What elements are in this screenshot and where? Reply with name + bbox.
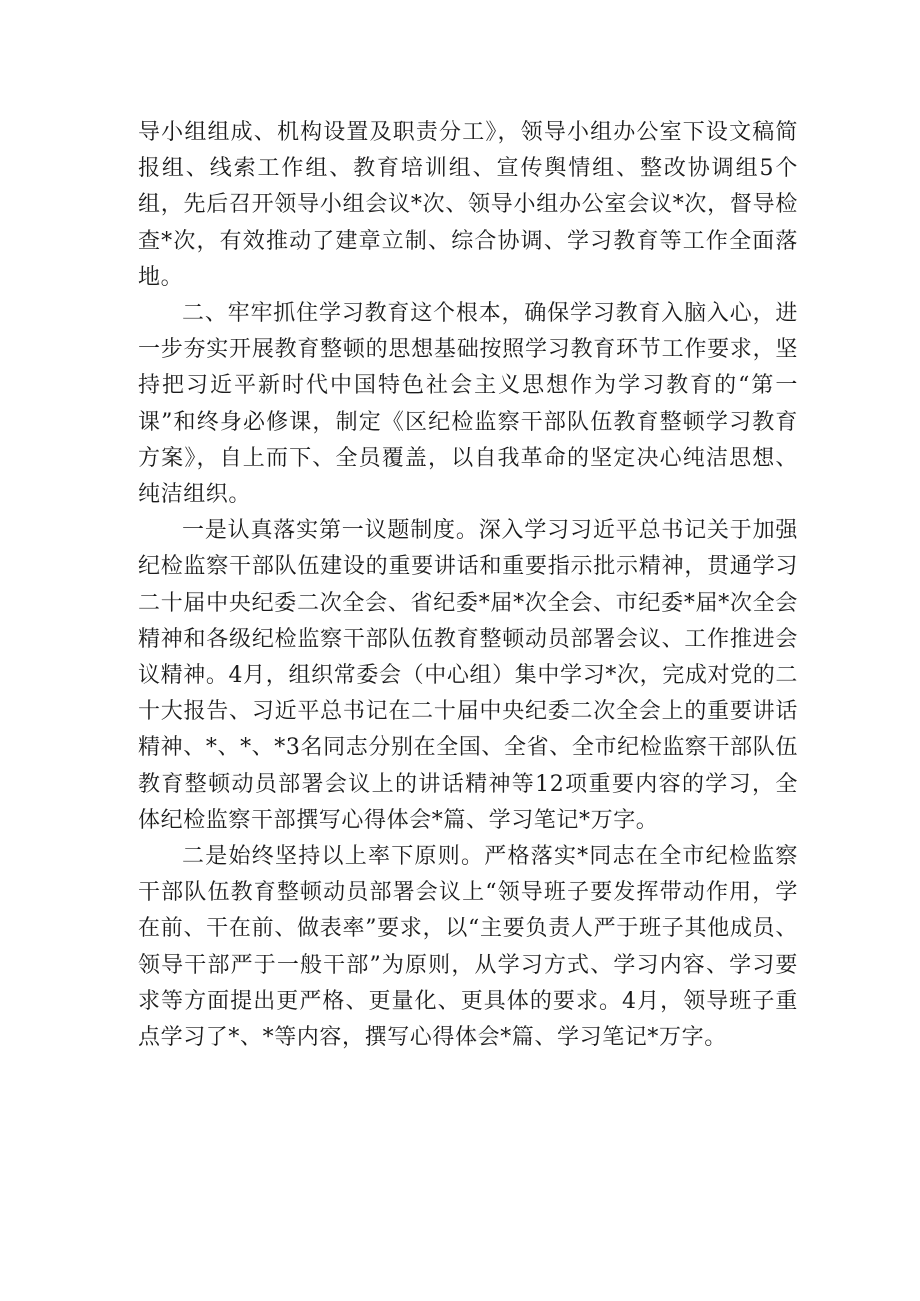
- paragraph-first-item: 一是认真落实第一议题制度。深入学习习近平总书记关于加强纪检监察干部队伍建设的重要讲话和重要指示批示精神，贯通学习二十届中央纪委二次全会、省纪委*届*次全会、市纪委*届*次全会精神和各级纪检监察干部队伍教育整顿动员部署会议、工作推进会议精神。4月，组织常委会（中心组）集中学习*次，完成对党的二十大报告、习近平总书记在二十届中央纪委二次全会上的重要讲话精神、*、*、*3名同志分别在全国、全省、全市纪检监察干部队伍教育整顿动员部署会议上的讲话精神等12项重要内容的学习，全体纪检监察干部撰写心得体会*篇、学习笔记*万字。: [138, 518, 798, 833]
- document-body: [138, 115, 798, 1056]
- paragraph-intro-continuation: 导小组组成、机构设置及职责分工》，领导小组办公室下设文稿简报组、线索工作组、教育培训组、宣传舆情组、整改协调组5个组，先后召开领导小组会议*次、领导小组办公室会议*次，督导检查*次，有效推动了建章立制、综合协调、学习教育等工作全面落地。: [138, 120, 798, 290]
- paragraph-section-two-heading: 二、牢牢抓住学习教育这个根本，确保学习教育入脑入心，进一步夯实开展教育整顿的思想基础按照学习教育环节工作要求，坚持把习近平新时代中国特色社会主义思想作为学习教育的“第一课”和终身必修课，制定《区纪检监察干部队伍教育整顿学习教育方案》，自上而下、全员覆盖，以自我革命的坚定决心纯洁思想、纯洁组织。: [138, 301, 798, 508]
- paragraph-second-item: 二是始终坚持以上率下原则。严格落实*同志在全市纪检监察干部队伍教育整顿动员部署会议上“领导班子要发挥带动作用，学在前、干在前、做表率”要求，以“主要负责人严于班子其他成员、领导干部严于一般干部”为原则，从学习方式、学习内容、学习要求等方面提出更严格、更量化、更具体的要求。4月，领导班子重点学习了*、*等内容，撰写心得体会*篇、学习笔记*万字。: [138, 844, 798, 1051]
